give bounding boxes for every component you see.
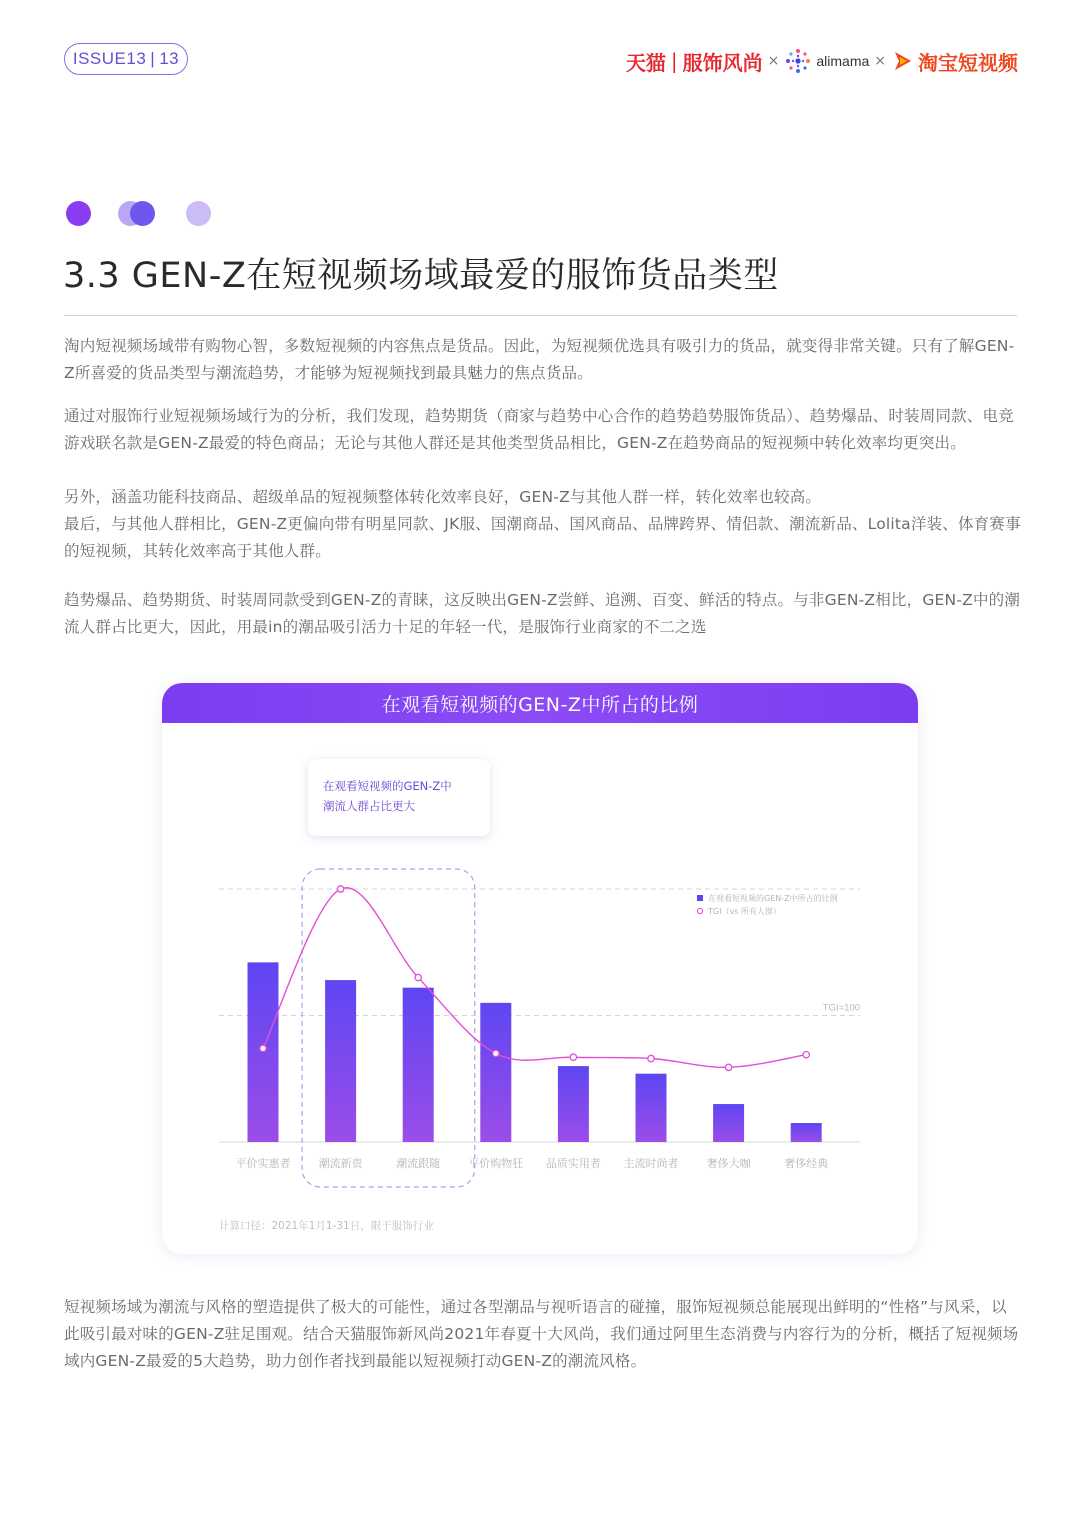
dot-icon-3 xyxy=(186,201,211,226)
taobao-video-wordmark: 淘宝短视频 xyxy=(918,50,1018,75)
legend-tgi-label: TGI（vs 所有人群） xyxy=(708,907,781,916)
logo-separator-1: × xyxy=(767,53,780,69)
page-number: 13 xyxy=(159,49,180,68)
chart-title: 在观看短视频的GEN-Z中所占的比例 xyxy=(162,683,918,723)
x-tick-label-1: 平价实惠者 xyxy=(235,1157,291,1170)
tmall-fashion-logo: 服饰风尚 xyxy=(682,50,763,75)
tgi-point-4 xyxy=(493,1050,499,1056)
alimama-logo xyxy=(784,47,869,75)
partner-logos xyxy=(626,44,1018,78)
x-tick-label-5: 品质实用者 xyxy=(545,1157,601,1170)
paragraph-findings: 通过对服饰行业短视频场域行为的分析，我们发现，趋势期货（商家与趋势中心合作的趋势趋势服饰货品）、趋势爆品、时装周同款、电竞游戏联名款是GEN-Z最爱的特色商品；无论与其他人群还是其他类型货品相比，GEN-Z在趋势商品的短视频中转化效率均更突出。 xyxy=(64,407,1014,452)
x-tick-label-6: 主流时尚者 xyxy=(623,1157,679,1170)
dot-icon-2b xyxy=(130,201,155,226)
chart-bar-2 xyxy=(325,980,356,1142)
legend-tgi-swatch xyxy=(697,908,702,913)
tgi-point-2 xyxy=(337,886,343,892)
x-tick-label-8: 奢侈经典 xyxy=(784,1157,829,1170)
issue-divider: | xyxy=(150,49,156,68)
tgi-point-5 xyxy=(570,1054,576,1060)
tgi-point-7 xyxy=(725,1064,731,1070)
dot-icon-1 xyxy=(66,201,91,226)
chart-bar-8 xyxy=(791,1123,822,1142)
paragraph-intro: 淘内短视频场域带有购物心智，多数短视频的内容焦点是货品。因此，为短视频优选具有吸引力的货品，就变得非常关键。只有了解GEN-Z所喜爱的货品类型与潮流趋势，才能够为短视频找到最具魅力的焦点货品。 xyxy=(64,337,1015,382)
legend-bar-swatch xyxy=(697,895,703,901)
alimama-burst-icon xyxy=(784,47,812,75)
paragraph-trend-items: 趋势爆品、趋势期货、时装周同款受到GEN-Z的青睐，这反映出GEN-Z尝鲜、追溯、百变、鲜活的特点。与非GEN-Z相比，GEN-Z中的潮流人群占比更大，因此，用最in的潮品吸引活力十足的年轻一代，是服饰行业商家的不二之选 xyxy=(64,591,1021,636)
chart-annotation-callout xyxy=(308,759,490,836)
tgi-point-3 xyxy=(415,974,421,980)
x-tick-label-7: 奢侈大咖 xyxy=(706,1157,751,1170)
paragraph-function-tech: 另外，涵盖功能科技商品、超级单品的短视频整体转化效率良好，GEN-Z与其他人群一样，转化效率也较高。 xyxy=(64,488,822,506)
alimama-wordmark: alimama xyxy=(816,53,870,69)
tgi-point-6 xyxy=(648,1055,654,1061)
legend-bar-label: 在观看短视频的GEN-Z中所占的比例 xyxy=(708,894,838,903)
chart-footnote: 计算口径：2021年1月1-31日，限于服饰行业 xyxy=(219,1220,434,1232)
decorative-dots xyxy=(66,201,226,227)
callout-line-2: 潮流人群占比更大 xyxy=(323,799,415,813)
chart-bar-4 xyxy=(480,1003,511,1142)
chart-canvas xyxy=(162,683,918,1254)
chart-card xyxy=(162,683,918,1254)
callout-line-1: 在观看短视频的GEN-Z中 xyxy=(323,779,452,793)
tgi-point-8 xyxy=(803,1052,809,1058)
paragraph-trends-summary: 短视频场域为潮流与风格的塑造提供了极大的可能性，通过各型潮品与视听语言的碰撞，服饰短视频总能展现出鲜明的“性格”与风采，以此吸引最对味的GEN-Z驻足围观。结合天猫服饰新风尚2021年春夏十大风尚，我们通过阿里生态消费与内容行为的分析，概括了短视频场域内GEN-Z最爱的5大趋势，助力创作者找到最能以短视频打动GEN-Z的潮流风格。 xyxy=(64,1298,1019,1370)
taobao-video-play-icon xyxy=(891,49,915,73)
x-tick-label-3: 潮流跟随 xyxy=(396,1157,441,1170)
logo-separator-2: × xyxy=(874,53,886,69)
chart-bar-7 xyxy=(713,1104,744,1142)
x-tick-label-2: 潮流新贵 xyxy=(318,1157,363,1170)
logo-divider: | xyxy=(670,49,678,73)
tgi-point-1 xyxy=(260,1045,266,1051)
paragraph-preferences: 最后，与其他人群相比，GEN-Z更偏向带有明星同款、JK服、国潮商品、国风商品、品牌跨界、情侣款、潮流新品、Lolita洋装、体育赛事的短视频，其转化效率高于其他人群。 xyxy=(64,515,1021,560)
tgi-reference-label: TGI=100 xyxy=(822,1002,860,1014)
chart-bar-6 xyxy=(636,1074,667,1142)
issue-badge xyxy=(64,43,188,75)
chart-bar-5 xyxy=(558,1066,589,1142)
taobao-video-logo xyxy=(891,47,1018,76)
x-tick-label-4: 平价购物狂 xyxy=(468,1157,524,1170)
tmall-logo: 天猫 xyxy=(625,50,666,75)
issue-label: ISSUE13 xyxy=(72,49,147,68)
chart-bar-3 xyxy=(403,988,434,1142)
section-title: 3.3 GEN-Z在短视频场域最爱的服饰货品类型 xyxy=(63,256,779,296)
title-divider xyxy=(64,315,1017,316)
